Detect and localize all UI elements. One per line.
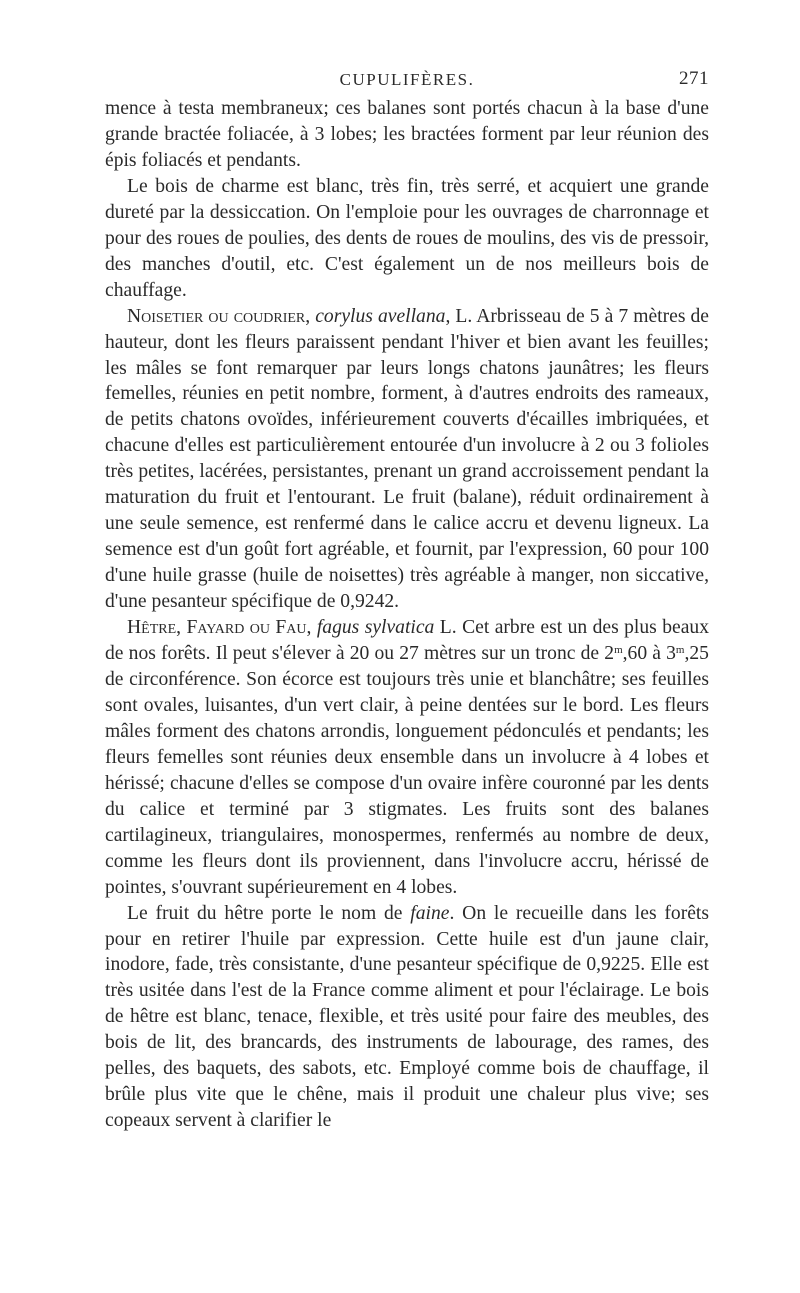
paragraph-text: . On le recueille dans les forêts pour en retirer l'huile par expression. Cette huile est d'un jaune clair, inodore, fade, très consistante, d'une pesanteur spécifique de 0,9225. Elle est très usitée dans l'est de la France comme aliment et pour l'éclairage. Le bois de hêtre est blanc, tenace, flexible, et très usité pour faire des meubles, des bois de lit, des brancards, des instruments de labourage, des rames, des pelles, des baquets, des sabots, etc. Employé comme bois de chauffage, il brûle plus vite que le chêne, mais il produit une chaleur plus vive; ses copeaux servent à clarifier le (105, 902, 709, 1132)
species-common-name: Noisetier ou coudrier (127, 305, 306, 327)
paragraph-charme-wood (105, 174, 709, 304)
separator: , (305, 305, 316, 327)
paragraph-text: ,25 de circonférence. Son écorce est toujours très unie et blanchâtre; ses feuilles sont ovales, luisantes, d'un vert clair, à peine dentées sur le bord. Les fleurs mâles forment des chatons arrondis, longuement pédonculés et pendants; les fleurs femelles sont réunies deux ensemble dans un involucre à 4 lobes et hérissé; chacune d'elles se compose d'un ovaire infère couronné par les dents du calice et terminé par 3 stigmates. Les fruits sont des balanes cartilagineux, triangulaires, monospermes, renfermés au nombre de deux, comme les fleurs dont ils proviennent, dans l'involucre accru, hérissé de pointes, s'ouvrant supérieurement en 4 lobes. (105, 643, 709, 898)
paragraph-noisetier (105, 304, 709, 615)
unit-superscript: m (614, 644, 623, 657)
paragraph-text: ,60 à 3 (622, 643, 676, 665)
species-common-name: Hêtre, Fayard ou Fau (127, 617, 307, 639)
paragraph-charme-continued (105, 96, 709, 174)
separator: , (306, 617, 317, 639)
paragraph-text: mence à testa membraneux; ces balanes sont portés chacun à la base d'une grande bractée foliacée, à 3 lobes; les bractées forment par leur réunion des épis foliacés et pendants. (105, 98, 709, 171)
page-number: 271 (679, 68, 709, 89)
paragraph-text: L. Cet arbre est un des plus beaux de nos forêts. Il peut s'élever à 20 ou 27 mètres sur un tronc de 2 (105, 617, 709, 665)
paragraph-hetre (105, 615, 709, 900)
paragraph-text: , L. Arbrisseau de 5 à 7 mètres de hauteur, dont les fleurs paraissent pendant l'hiver et bien avant les feuilles; les mâles se font remarquer par leurs longs chatons jaunâtres; les fleurs femelles, réunies en petit nombre, forment, à d'autres endroits des rameaux, de petits chatons ovoïdes, inférieurement couverts d'écailles imbriquées, et chacune d'elles est particulièrement entourée d'un involucre à 2 ou 3 folioles très petites, lacérées, persistantes, prenant un grand accroissement pendant la maturation du fruit et l'entourant. Le fruit (balane), réduit ordinairement à une seule semence, est renfermé dans le calice accru et devenu ligneux. La semence est d'un goût fort agréable, et fournit, par l'expression, 60 pour 100 d'une huile grasse (huile de noisettes) très agréable à manger, non siccative, d'une pesanteur spécifique de 0,9242. (105, 305, 709, 613)
chapter-title: CUPULIFÈRES. (339, 70, 475, 89)
running-head (105, 70, 709, 96)
species-latin-name: corylus avellana (315, 305, 446, 327)
book-page (105, 70, 709, 1134)
paragraph-text: Le fruit du hêtre porte le nom de (127, 902, 411, 924)
paragraph-text: Le bois de charme est blanc, très fin, très serré, et acquiert une grande dureté par la dessiccation. On l'emploie pour les ouvrages de charronnage et pour des roues de poulies, des dents de roues de moulins, des vis de pressoir, des manches d'outil, etc. C'est également un de nos meilleurs bois de chauffage. (105, 175, 709, 301)
term-italic: faine (410, 902, 450, 924)
paragraph-faine (105, 901, 709, 1135)
unit-superscript: m (675, 644, 685, 657)
body-text (105, 96, 709, 1134)
species-latin-name: fagus sylvatica (316, 617, 435, 639)
